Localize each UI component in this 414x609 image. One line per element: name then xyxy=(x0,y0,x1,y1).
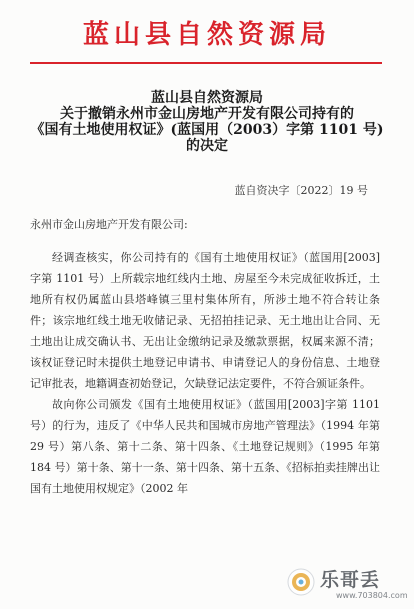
title-line-2: 关于撤销永州市金山房地产开发有限公司持有的 xyxy=(60,106,354,122)
site-watermark xyxy=(286,565,408,605)
document-number: 蓝自资决字〔2022〕19 号 xyxy=(234,184,368,197)
watermark-url: www.703804.com xyxy=(336,591,408,600)
watermark-brand: 乐哥丢 xyxy=(320,569,381,591)
title-line-1: 蓝山县自然资源局 xyxy=(151,90,263,106)
body-paragraph-1: 经调查核实，你公司持有的《国有土地使用权证》（蓝国用[2003]字第 1101 号）上所载宗地红线内土地、房屋至今未完成征收拆迁，土地所有权仍属蓝山县塔峰镇三里村集体所有，所涉土地不符合转让条件；该宗地红线土地无收储记录、无招拍挂记录、无土地出让合同、无土地出让成交确认书、无出让金缴纳记录及缴款票据，权属来源不清；该权证登记时未提供土地登记申请书、申请登记人的身份信息、土地登记审批表，地籍调查初始登记，欠缺登记法定要件，不符合颁证条件。 xyxy=(30,251,380,390)
document-title xyxy=(0,90,414,154)
salutation: 永州市金山房地产开发有限公司: xyxy=(30,218,188,231)
agency-letterhead: 蓝山县自然资源局 xyxy=(82,20,331,50)
title-line-3: 《国有土地使用权证》(蓝国用（2003）字第 1101 号) xyxy=(30,122,384,138)
letterhead-red-rule xyxy=(30,62,382,64)
watermark-logo-icon xyxy=(286,567,316,597)
body-paragraph-2: 故向你公司颁发《国有土地使用权证》（蓝国用[2003]字第 1101 号）的行为，违反了《中华人民共和国城市房地产管理法》（1994 年第 29 号）第八条、第十二条、第十四条、《土地登记规则》（1995 年第 184 号）第十条、第十一条、第十四条、第十五条、《招标拍卖挂牌出让国有土地使用权规定》（2002 年 xyxy=(30,398,380,495)
title-line-4: 的决定 xyxy=(186,138,228,154)
document-body xyxy=(30,214,380,499)
